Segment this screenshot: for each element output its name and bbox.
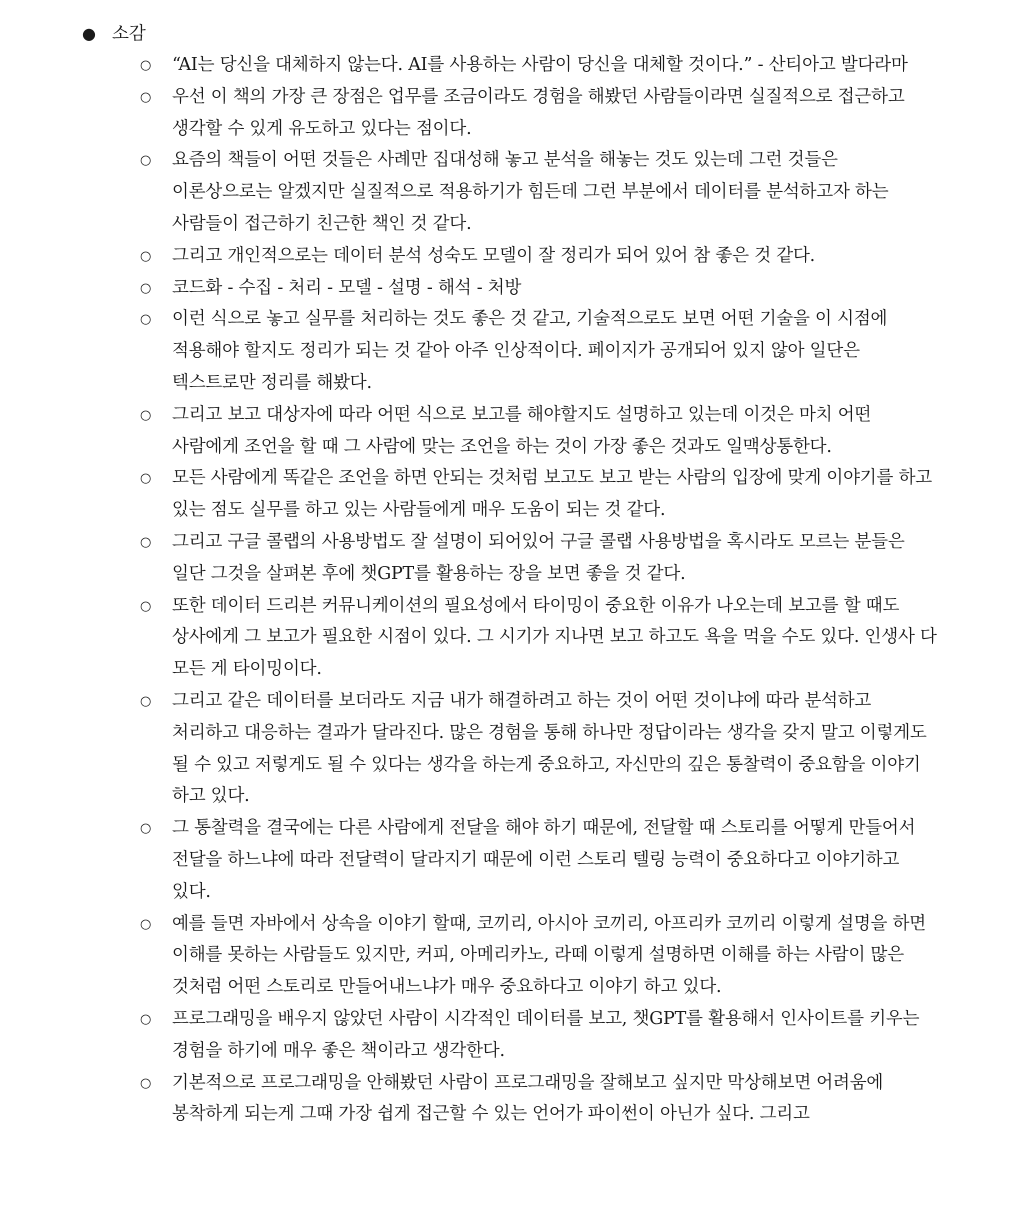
section-title: 소감 xyxy=(112,24,146,44)
hollow-bullet-icon: ○ xyxy=(140,471,152,487)
hollow-bullet-icon: ○ xyxy=(140,916,152,932)
list-item xyxy=(140,463,952,527)
list-item-text: 이런 식으로 놓고 실무를 처리하는 것도 좋은 것 같고, 기술적으로도 보면 어떤 기술을 이 시점에 적용해야 할지도 정리가 되는 것 같아 아주 인상적이다. 페이지가 공개되어 있지 않아 일단은 텍스트로만 정리를 해봤다. xyxy=(172,309,888,393)
list-item-text: “AI는 당신을 대체하지 않는다. AI를 사용하는 사람이 당신을 대체할 것이다.” - 산티아고 발다라마 xyxy=(172,55,908,75)
list-item-text: 또한 데이터 드리븐 커뮤니케이션의 필요성에서 타이밍이 중요한 이유가 나오는데 보고를 할 때도 상사에게 그 보고가 필요한 시점이 있다. 그 시기가 지나면 보고 하고도 욕을 먹을 수도 있다. 인생사 다 모든 게 타이밍이다. xyxy=(172,595,937,680)
hollow-bullet-icon: ○ xyxy=(140,1011,152,1027)
list-item-text: 예를 들면 자바에서 상속을 이야기 할때, 코끼리, 아시아 코끼리, 아프리카 코끼리 이렇게 설명을 하면 이해를 못하는 사람들도 있지만, 커피, 아메리카노, 라떼 이렇게 설명하면 이해를 하는 사람이 많은 것처럼 어떤 스토리로 만들어내느냐가 매우 중요하다고 이야기 하고 있다. xyxy=(172,913,927,998)
impressions-section xyxy=(80,18,952,1131)
hollow-bullet-icon: ○ xyxy=(140,534,152,550)
list-item-text: 프로그래밍을 배우지 않았던 사람이 시각적인 데이터를 보고, 챗GPT를 활용해서 인사이트를 키우는 경험을 하기에 매우 좋은 책이라고 생각한다. xyxy=(172,1008,920,1061)
list-item xyxy=(140,1004,952,1068)
hollow-bullet-icon: ○ xyxy=(140,598,152,614)
list-item-text: 우선 이 책의 가장 큰 장점은 업무를 조금이라도 경험을 해봤던 사람들이라면 실질적으로 접근하고 생각할 수 있게 유도하고 있다는 점이다. xyxy=(172,86,905,139)
list-item-text: 그리고 같은 데이터를 보더라도 지금 내가 해결하려고 하는 것이 어떤 것이냐에 따라 분석하고 처리하고 대응하는 결과가 달라진다. 많은 경험을 통해 하나만 정답이라는 생각을 갖지 말고 이렇게도 될 수 있고 저렇게도 될 수 있다는 생각을 하는게 중요하고, 자신만의 깊은 통찰력이 중요함을 이야기 하고 있다. xyxy=(172,690,927,807)
list-item xyxy=(140,400,952,464)
section-heading-row xyxy=(80,18,952,50)
list-item xyxy=(140,527,952,591)
list-item-text: 그리고 구글 콜랩의 사용방법도 잘 설명이 되어있어 구글 콜랩 사용방법을 혹시라도 모르는 분들은 일단 그것을 살펴본 후에 챗GPT를 활용하는 장을 보면 좋을 것 같다. xyxy=(172,531,905,584)
hollow-bullet-icon: ○ xyxy=(140,821,152,837)
list-item-text: 모든 사람에게 똑같은 조언을 하면 안되는 것처럼 보고도 보고 받는 사람의 입장에 맞게 이야기를 하고 있는 점도 실무를 하고 있는 사람들에게 매우 도움이 되는 것 같다. xyxy=(172,468,932,521)
list-item xyxy=(140,82,952,146)
list-item-text: 요즘의 책들이 어떤 것들은 사례만 집대성해 놓고 분석을 해놓는 것도 있는데 그런 것들은 이론상으로는 알겠지만 실질적으로 적용하기가 힘든데 그런 부분에서 데이터를 분석하고자 하는 사람들이 접근하기 친근한 책인 것 같다. xyxy=(172,150,889,234)
hollow-bullet-icon: ○ xyxy=(140,89,152,105)
hollow-bullet-icon: ○ xyxy=(140,312,152,328)
hollow-bullet-icon: ○ xyxy=(140,1075,152,1091)
hollow-bullet-icon: ○ xyxy=(140,407,152,423)
list-item xyxy=(140,909,952,1004)
list-item xyxy=(140,686,952,813)
list-item-text: 기본적으로 프로그래밍을 안해봤던 사람이 프로그래밍을 잘해보고 싶지만 막상해보면 어려움에 봉착하게 되는게 그때 가장 쉽게 접근할 수 있는 언어가 파이썬이 아닌가 싶다. 그리고 xyxy=(172,1072,884,1125)
list-item xyxy=(140,241,952,273)
list-item-text: 그리고 개인적으로는 데이터 분석 성숙도 모델이 잘 정리가 되어 있어 참 좋은 것 같다. xyxy=(172,245,816,266)
list-item xyxy=(140,1068,952,1132)
list-item xyxy=(140,591,952,686)
list-item xyxy=(140,145,952,240)
list-item xyxy=(140,304,952,399)
list-item-text: 그 통찰력을 결국에는 다른 사람에게 전달을 해야 하기 때문에, 전달할 때 스토리를 어떻게 만들어서 전달을 하느냐에 따라 전달력이 달라지기 때문에 이런 스토리 텔링 능력이 중요하다고 이야기하고 있다. xyxy=(172,818,916,902)
hollow-bullet-icon: ○ xyxy=(140,693,152,709)
filled-bullet-icon: ● xyxy=(82,24,96,43)
list-item xyxy=(140,50,952,82)
hollow-bullet-icon: ○ xyxy=(140,58,152,73)
list-item xyxy=(140,813,952,908)
hollow-bullet-icon: ○ xyxy=(140,153,152,169)
list-item-text: 코드화 - 수집 - 처리 - 모델 - 설명 - 해석 - 처방 xyxy=(172,277,522,298)
list-item-text: 그리고 보고 대상자에 따라 어떤 식으로 보고를 해야할지도 설명하고 있는데 이것은 마치 어떤 사람에게 조언을 할 때 그 사람에 맞는 조언을 하는 것이 가장 좋은 것과도 일맥상통한다. xyxy=(172,404,872,457)
list-item xyxy=(140,273,952,305)
hollow-bullet-icon: ○ xyxy=(140,280,152,296)
hollow-bullet-icon: ○ xyxy=(140,248,152,264)
impressions-list xyxy=(140,50,952,1131)
